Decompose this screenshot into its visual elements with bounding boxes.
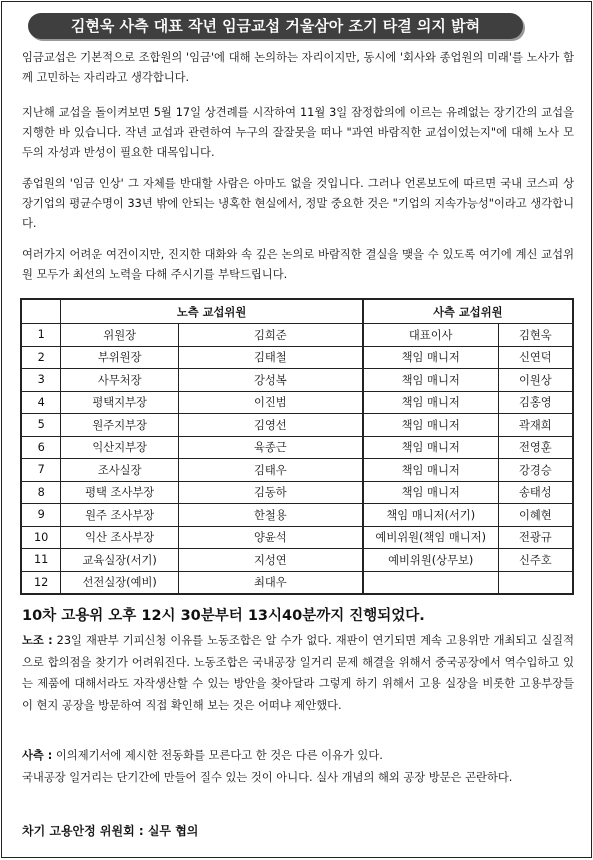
paragraph-2: 지난해 교섭을 돌이켜보면 5월 17일 상견례를 시작하여 11월 3일 잠정합의에 이르는 유례없는 장기간의 교섭을 지행한 바 있습니다. 작년 교섭과 관련하여 누구의 잘잘못을 떠나 "과연 바람직한 교섭이었는지"에 대해 노사 모두의 자성과 반성이 필요한 대목입니다. bbox=[22, 106, 574, 159]
labor-role: 원주 조사부장 bbox=[61, 504, 179, 527]
row-number: 5 bbox=[21, 414, 61, 437]
management-name: 전광규 bbox=[498, 526, 573, 549]
table-row bbox=[21, 436, 573, 459]
row-number: 10 bbox=[21, 526, 61, 549]
table-row bbox=[21, 526, 573, 549]
labor-role: 사무처장 bbox=[61, 369, 179, 392]
management-role: 책임 매니저 bbox=[363, 459, 499, 482]
labor-role: 평택 조사부장 bbox=[61, 481, 179, 504]
table-row bbox=[21, 549, 573, 572]
row-number: 3 bbox=[21, 369, 61, 392]
labor-role: 부위원장 bbox=[61, 346, 179, 369]
labor-name: 육종근 bbox=[178, 436, 362, 459]
management-role: 책임 매니저 bbox=[363, 369, 499, 392]
row-number: 7 bbox=[21, 459, 61, 482]
row-number: 9 bbox=[21, 504, 61, 527]
labor-text: 23일 재판부 기피신청 이유를 노동조합은 알 수가 없다. 재판이 연기되면 계속 고용위만 개최되고 실질적으로 합의점을 찾기가 어려워진다. 노동조합은 국내공장 일거리 문제 해결을 위해서 중국공장에서 역수입하고 있는 제품에 대해서라도 자작생산할 수 있는 방안을 찾아달라 그렇게 하기 위해서 고용 실장을 비롯한 고용부장들이 현지 공장을 방문하여 직접 확인해 보는 것은 어떠냐 제안했다. bbox=[22, 634, 574, 712]
row-number: 11 bbox=[21, 549, 61, 572]
management-text-2: 국내공장 일거리는 단기간에 만들어 질수 있는 것이 아니다. 실사 개념의 해외 공장 방문은 곤란하다. bbox=[22, 770, 513, 784]
row-number: 6 bbox=[21, 436, 61, 459]
row-number: 4 bbox=[21, 391, 61, 414]
management-role: 책임 매니저(서기) bbox=[363, 504, 499, 527]
row-number: 2 bbox=[21, 346, 61, 369]
table-body bbox=[21, 324, 573, 595]
labor-name: 최대우 bbox=[178, 571, 362, 594]
labor-role: 조사실장 bbox=[61, 459, 179, 482]
labor-role: 평택지부장 bbox=[61, 391, 179, 414]
table-row bbox=[21, 391, 573, 414]
labor-label: 노조 : bbox=[22, 634, 53, 647]
labor-role: 익산지부장 bbox=[61, 436, 179, 459]
labor-role: 익산 조사부장 bbox=[61, 526, 179, 549]
management-text: 이의제기서에 제시한 전동화를 모른다고 한 것은 다른 이유가 있다. bbox=[52, 749, 383, 762]
table-row bbox=[21, 346, 573, 369]
management-role: 책임 매니저 bbox=[363, 436, 499, 459]
management-role bbox=[363, 571, 499, 594]
labor-role: 위원장 bbox=[61, 324, 179, 347]
table-row bbox=[21, 481, 573, 504]
management-name: 신주호 bbox=[498, 549, 573, 572]
table-row bbox=[21, 414, 573, 437]
management-label: 사측 : bbox=[22, 749, 53, 762]
labor-name: 강성복 bbox=[178, 369, 362, 392]
table-row bbox=[21, 369, 573, 392]
table-row bbox=[21, 504, 573, 527]
management-statement bbox=[22, 745, 574, 788]
next-meeting: 차기 고용안정 위원회 : 실무 협의 bbox=[22, 824, 199, 838]
paragraph-4: 여러가지 어려운 여건이지만, 진지한 대화와 속 깊은 논의로 바람직한 결실을 맺을 수 있도록 여기에 계신 교섭위원 모두가 최선의 노력을 다해 주시기를 부탁드립니다. bbox=[22, 248, 574, 281]
management-name: 전영훈 bbox=[498, 436, 573, 459]
labor-name: 김동하 bbox=[178, 481, 362, 504]
table-row bbox=[21, 324, 573, 347]
header-no bbox=[21, 299, 61, 324]
management-name: 곽재희 bbox=[498, 414, 573, 437]
labor-role: 선전실장(예비) bbox=[61, 571, 179, 594]
paragraph-3: 종업원의 '임금 인상' 그 자체를 반대할 사람은 아마도 없을 것입니다. 그러나 언론보도에 따르면 국내 코스피 상장기업의 평균수명이 33년 밖에 안되는 냉혹한 현실에서, 정말 중요한 것은 "기업의 지속가능성"이라고 생각합니다. bbox=[22, 177, 574, 230]
table-row bbox=[21, 459, 573, 482]
management-role: 책임 매니저 bbox=[363, 346, 499, 369]
paragraph-1: 임금교섭은 기본적으로 조합원의 '임금'에 대해 논의하는 자리이지만, 동시에 '회사와 종업원의 미래'를 노사가 함께 고민하는 자리라고 생각합니다. bbox=[22, 51, 574, 84]
negotiation-committee-table bbox=[20, 298, 574, 595]
management-name: 송태성 bbox=[498, 481, 573, 504]
labor-name: 한철용 bbox=[178, 504, 362, 527]
row-number: 1 bbox=[21, 324, 61, 347]
management-name: 김현욱 bbox=[498, 324, 573, 347]
management-name: 김홍영 bbox=[498, 391, 573, 414]
labor-name: 김영선 bbox=[178, 414, 362, 437]
management-role: 예비위원(책임 매니저) bbox=[363, 526, 499, 549]
labor-role: 교육실장(서기) bbox=[61, 549, 179, 572]
labor-statement bbox=[22, 630, 574, 716]
newsletter-page bbox=[1, 1, 592, 858]
labor-name: 김희준 bbox=[178, 324, 362, 347]
meeting-title: 10차 고용위 오후 12시 30분부터 13시40분까지 진행되었다. bbox=[22, 608, 425, 624]
labor-name: 양윤석 bbox=[178, 526, 362, 549]
header-labor: 노측 교섭위원 bbox=[61, 299, 363, 324]
labor-name: 김태철 bbox=[178, 346, 362, 369]
table-header-row bbox=[21, 299, 573, 324]
labor-name: 김태우 bbox=[178, 459, 362, 482]
management-name: 강경승 bbox=[498, 459, 573, 482]
management-role: 책임 매니저 bbox=[363, 481, 499, 504]
management-name: 신연덕 bbox=[498, 346, 573, 369]
labor-name: 이진범 bbox=[178, 391, 362, 414]
management-role: 책임 매니저 bbox=[363, 414, 499, 437]
table-row bbox=[21, 571, 573, 594]
labor-role: 원주지부장 bbox=[61, 414, 179, 437]
headline-banner: 김현욱 사측 대표 작년 임금교섭 거울삼아 조기 타결 의지 밝혀 bbox=[28, 13, 523, 39]
management-name: 이혜현 bbox=[498, 504, 573, 527]
management-role: 예비위원(상무보) bbox=[363, 549, 499, 572]
management-name: 이원상 bbox=[498, 369, 573, 392]
management-role: 책임 매니저 bbox=[363, 391, 499, 414]
labor-name: 지성연 bbox=[178, 549, 362, 572]
management-role: 대표이사 bbox=[363, 324, 499, 347]
management-name bbox=[498, 571, 573, 594]
header-management: 사측 교섭위원 bbox=[363, 299, 573, 324]
row-number: 8 bbox=[21, 481, 61, 504]
row-number: 12 bbox=[21, 571, 61, 594]
